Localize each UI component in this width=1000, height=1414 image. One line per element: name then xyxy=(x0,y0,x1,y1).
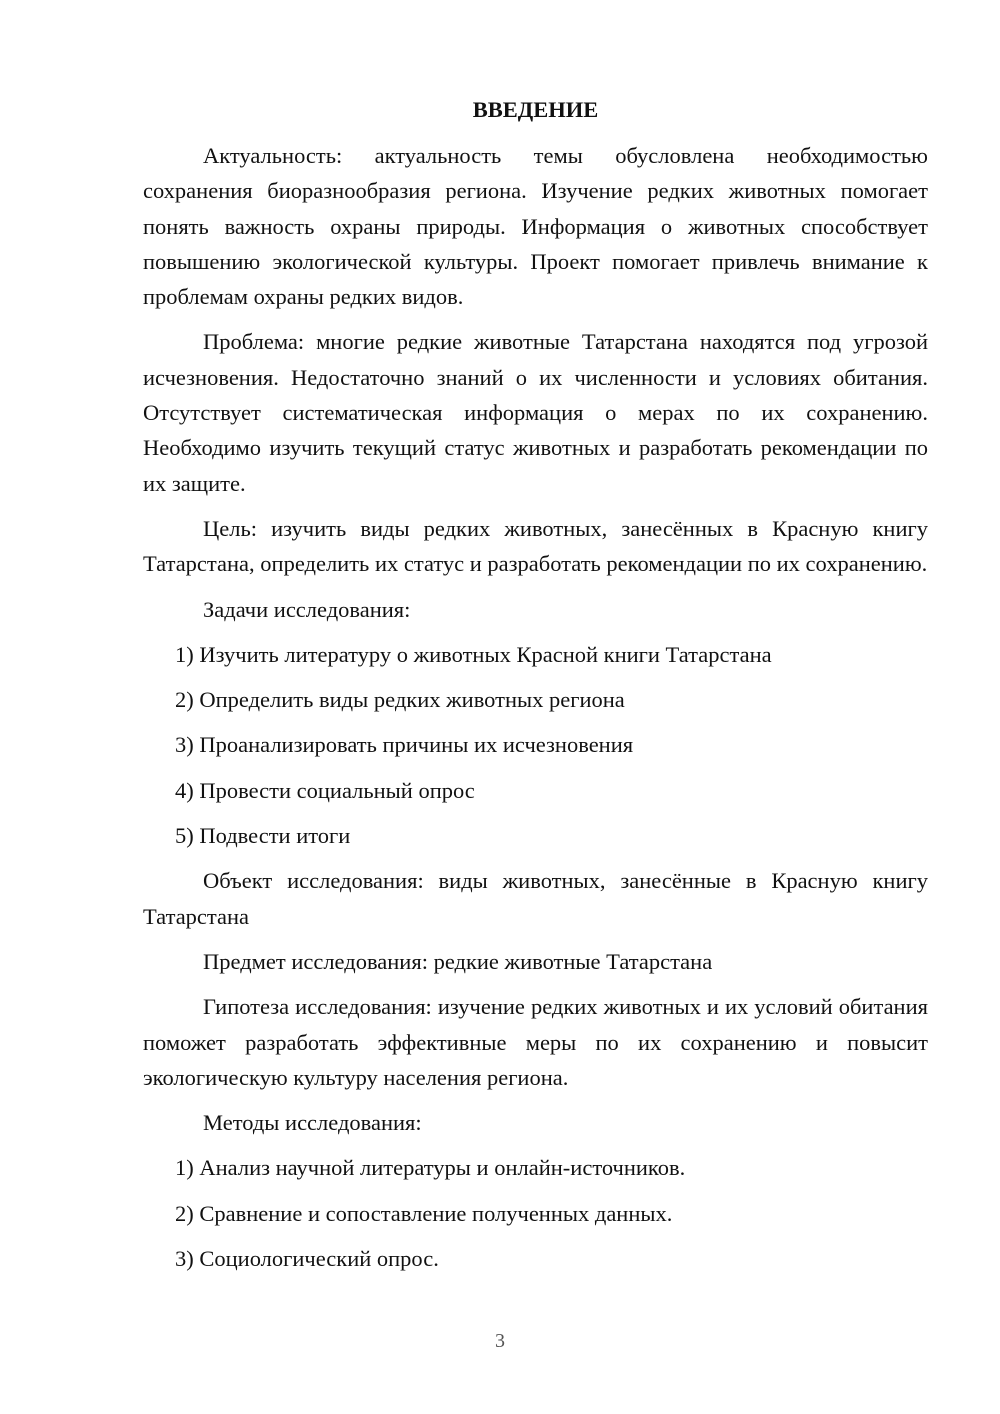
list-item: 3) Проанализировать причины их исчезновения xyxy=(175,732,634,758)
goal-paragraph: Цель: изучить виды редких животных, занесённых в Красную книгу Татарстана, определить их статус и разработать рекомендации по их сохранению. xyxy=(143,515,928,577)
tasks-heading: Задачи исследования: xyxy=(203,596,411,622)
problem-paragraph: Проблема: многие редкие животные Татарстана находятся под угрозой исчезновения. Недостаточно знаний о их численности и условиях обитания. Отсутствует систематическая информация о мерах по их сохранению. Необходимо изучить текущий статус животных и разработать рекомендации по их защите. xyxy=(143,329,928,496)
list-item: 2) Определить виды редких животных региона xyxy=(175,687,625,713)
methods-list xyxy=(143,1150,928,1276)
object-paragraph: Объект исследования: виды животных, занесённые в Красную книгу Татарстана xyxy=(143,868,928,929)
list-item: 5) Подвести итоги xyxy=(175,823,351,849)
hypothesis-paragraph: Гипотеза исследования: изучение редких животных и их условий обитания поможет разработать эффективные меры по их сохранению и повысит экологическую культуру населения региона. xyxy=(143,994,928,1090)
page-title: ВВЕДЕНИЕ xyxy=(472,97,599,122)
document-page xyxy=(143,90,928,1286)
tasks-list xyxy=(143,637,928,853)
list-item: 4) Провести социальный опрос xyxy=(175,777,475,803)
list-item: 3) Социологический опрос. xyxy=(175,1246,439,1272)
subject-paragraph: Предмет исследования: редкие животные Татарстана xyxy=(203,948,713,974)
list-item: 1) Анализ научной литературы и онлайн-источников. xyxy=(175,1155,686,1181)
page-number: 3 xyxy=(495,1330,505,1352)
methods-heading: Методы исследования: xyxy=(203,1110,422,1136)
relevance-paragraph: Актуальность: актуальность темы обусловлена необходимостью сохранения биоразнообразия региона. Изучение редких животных помогает понять важность охраны природы. Информация о животных способствует повышению экологической культуры. Проект помогает привлечь внимание к проблемам охраны редких видов. xyxy=(143,143,928,310)
list-item: 1) Изучить литературу о животных Красной книги Татарстана xyxy=(175,641,772,667)
list-item: 2) Сравнение и сопоставление полученных данных. xyxy=(175,1200,673,1226)
